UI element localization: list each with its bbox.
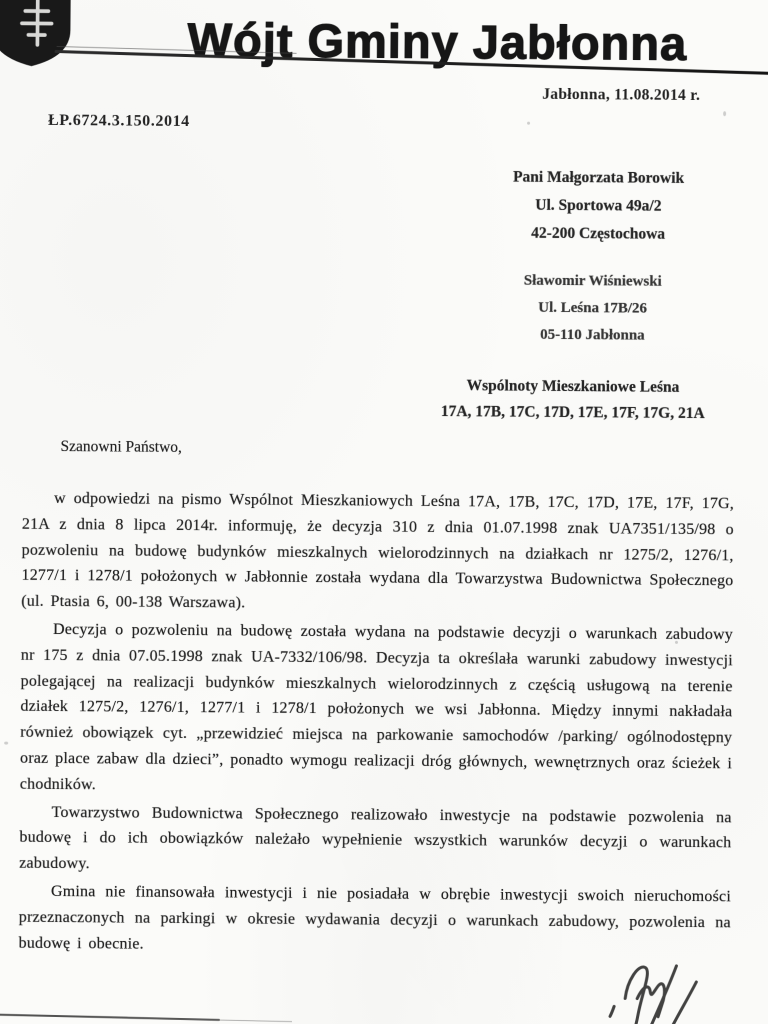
scan-speck [4, 742, 8, 745]
paragraph-4: Gmina nie finansowała inwestycji i nie posiadała w obrębie inwestycji swoich nieruchomości przeznaczonych na parkingi w okresie wydawania decyzji o warunkach zabudowy, pozwolenia na budowę i obecnie. [18, 882, 732, 953]
recipient-block-wspolnoty [405, 373, 741, 428]
recipient-street: Ul. Leśna 17B/26 [538, 299, 648, 317]
coat-of-arms-shield-double-cross-icon [0, 0, 74, 68]
paragraph-1: w odpowiedzi na pismo Wspólnot Mieszkaniowych Leśna 17A, 17B, 17C, 17D, 17E, 17F, 17G, 21A z dnia 8 lipca 2014r. informuję, że decyzja 310 z dnia 01.07.1998 znak UA7351/135/98 o pozwoleniu na budowę budynków mieszkalnych wielorodzinnych na działkach nr 1275/2, 1276/1, 1277/1 i 1278/1 położonych w Jabłonnie została wydana dla Towarzystwa Budownictwa Społecznego (ul. Ptasia 6, 00-138 Warszawa). [21, 489, 735, 612]
salutation: Szanowni Państwo, [60, 438, 182, 456]
recipient-block-wisniewski [447, 267, 738, 350]
paragraph-3: Towarzystwo Budownictwa Społecznego realizowało inwestycje na podstawie pozwolenia na budowę i do ich obowiązków należało wypełnienie wszystkich warunków decyzji o warunkach zabudowy. [19, 803, 732, 873]
scan-speck [527, 122, 530, 125]
scan-speck [675, 641, 678, 644]
letter-body [18, 486, 734, 964]
recipient-name: Wspólnoty Mieszkaniowe Leśna [466, 377, 680, 396]
recipient-block-borowik [453, 163, 744, 249]
handwritten-signature [577, 954, 720, 1024]
recipient-name: Sławomir Wiśniewski [523, 272, 662, 290]
recipient-units: 17A, 17B, 17C, 17D, 17E, 17F, 17G, 21A [440, 403, 705, 423]
reference-number: ŁP.6724.3.150.2014 [47, 111, 190, 131]
paragraph-2: Decyzja o pozwoleniu na budowę została wydana na podstawie decyzji o warunkach zabudowy nr 175 z dnia 07.05.1998 znak UA-7332/106/98. Decyzja ta określała warunki zabudowy inwestycji polegającej na realizacji budynków mieszkalnych wielorodzinnych z częścią usługową na terenie działek 1275/2, 1276/1, 1277/1 i 1278/1 położonych we wsi Jabłonna. Między innymi nakładała również obowiązek cyt. „przewidzieć miejsca na parkowanie samochodów /parking/ ogólnodostępny oraz place zabaw dla dzieci”, ponadto wymogu realizacji dróg głównych, wewnętrznych oraz ścieżek i chodników. [19, 620, 734, 794]
scan-speck [333, 920, 336, 922]
recipient-street: Ul. Sportowa 49a/2 [535, 196, 662, 215]
recipient-name: Pani Małgorzata Borowik [513, 168, 685, 187]
recipient-city: 42-200 Częstochowa [531, 224, 666, 243]
place-and-date: Jabłonna, 11.08.2014 r. [542, 85, 701, 105]
recipient-city: 05-110 Jabłonna [540, 326, 645, 344]
letterhead-title: Wójt Gminy Jabłonna [187, 13, 688, 70]
scan-speck [723, 111, 726, 116]
